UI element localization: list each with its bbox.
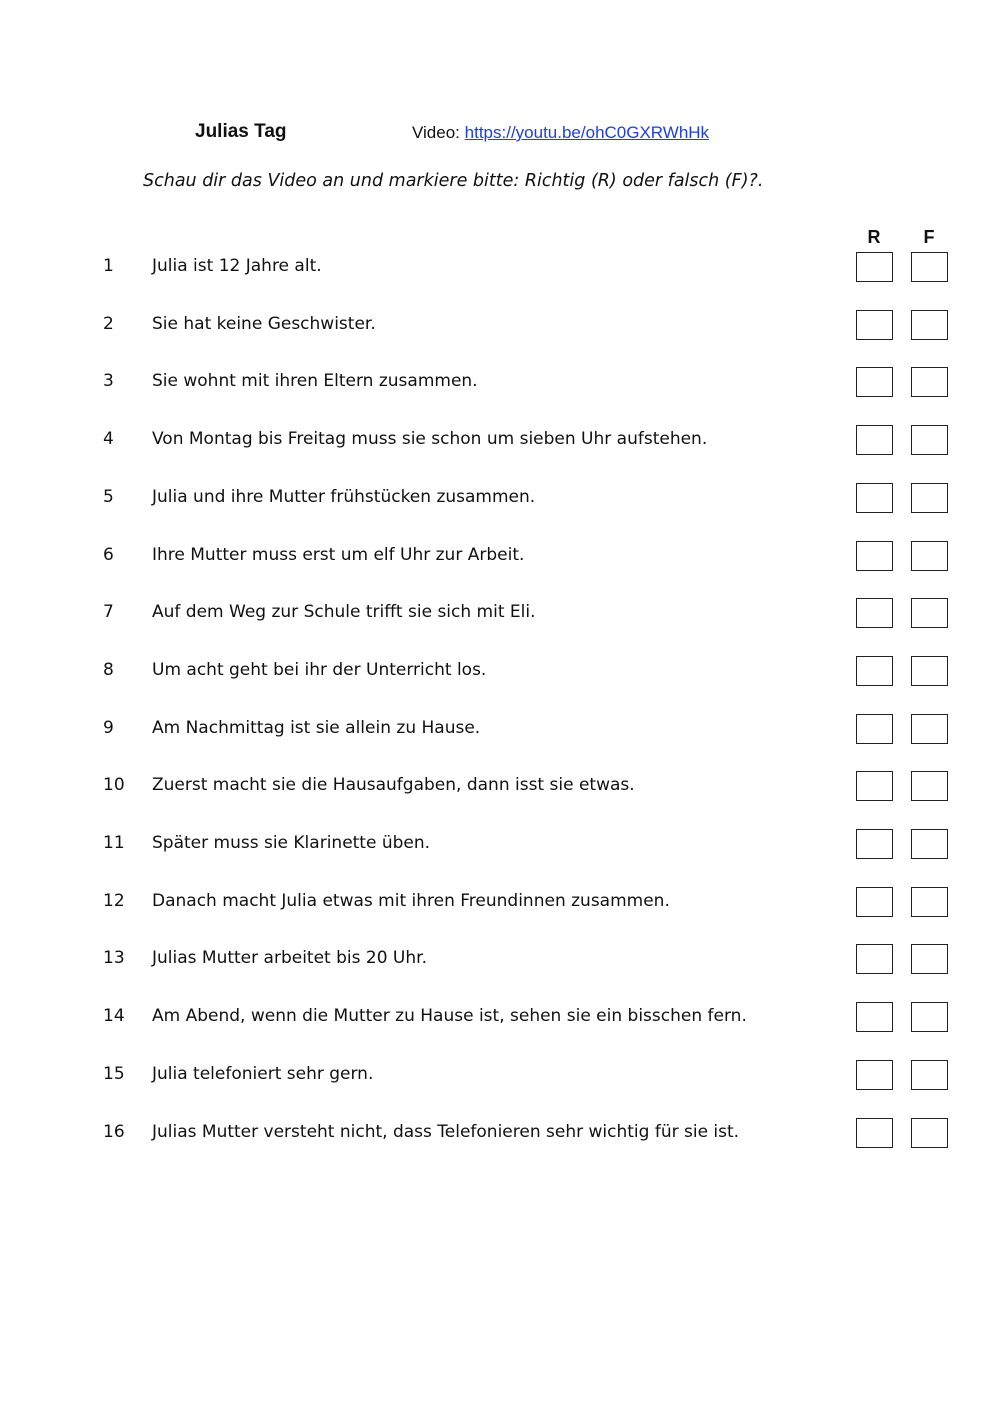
richtig-checkbox[interactable] (856, 310, 893, 340)
video-line (412, 123, 709, 143)
statement-row-7 (0, 598, 1000, 628)
falsch-checkbox[interactable] (911, 483, 948, 513)
statement-row-3 (0, 367, 1000, 397)
statement-number: 7 (103, 602, 114, 623)
column-header-f: F (923, 227, 935, 247)
statement-text: Julias Mutter versteht nicht, dass Telefonieren sehr wichtig für sie ist. (152, 1121, 740, 1142)
statement-text: Zuerst macht sie die Hausaufgaben, dann isst sie etwas. (152, 775, 635, 796)
statement-number: 11 (103, 833, 125, 853)
statement-number: 6 (103, 544, 114, 565)
statement-text: Julia und ihre Mutter frühstücken zusammen. (152, 486, 536, 507)
statement-number: 9 (103, 717, 114, 738)
video-link[interactable]: https://youtu.be/ohC0GXRWhHk (464, 123, 710, 142)
statement-text: Julia telefoniert sehr gern. (152, 1063, 374, 1084)
statement-row-8 (0, 656, 1000, 686)
statement-row-6 (0, 541, 1000, 571)
statement-text: Am Nachmittag ist sie allein zu Hause. (152, 717, 481, 738)
statement-text: Julias Mutter arbeitet bis 20 Uhr. (152, 948, 427, 969)
statement-text: Sie wohnt mit ihren Eltern zusammen. (152, 371, 478, 392)
page-title: Julias Tag (195, 121, 287, 142)
richtig-checkbox[interactable] (856, 887, 893, 917)
instruction-text: Schau dir das Video an und markiere bitte: Richtig (R) oder falsch (F)?. (143, 171, 764, 191)
richtig-checkbox[interactable] (856, 1002, 893, 1032)
statement-number: 13 (103, 948, 125, 969)
statement-row-16 (0, 1118, 1000, 1148)
richtig-checkbox[interactable] (856, 425, 893, 455)
falsch-checkbox[interactable] (911, 598, 948, 628)
statement-number: 12 (103, 890, 125, 911)
falsch-checkbox[interactable] (911, 714, 948, 744)
statement-number: 2 (103, 313, 114, 334)
richtig-checkbox[interactable] (856, 367, 893, 397)
richtig-checkbox[interactable] (856, 829, 893, 859)
falsch-checkbox[interactable] (911, 252, 948, 282)
richtig-checkbox[interactable] (856, 598, 893, 628)
falsch-checkbox[interactable] (911, 310, 948, 340)
falsch-checkbox[interactable] (911, 367, 948, 397)
statement-text: Später muss sie Klarinette üben. (152, 833, 431, 853)
falsch-checkbox[interactable] (911, 1118, 948, 1148)
statement-number: 1 (103, 256, 114, 276)
richtig-checkbox[interactable] (856, 1060, 893, 1090)
statement-number: 14 (103, 1006, 125, 1027)
statement-row-9 (0, 714, 1000, 744)
statement-row-13 (0, 944, 1000, 974)
falsch-checkbox[interactable] (911, 829, 948, 859)
falsch-checkbox[interactable] (911, 541, 948, 571)
statement-text: Um acht geht bei ihr der Unterricht los. (152, 659, 487, 680)
column-header-r: R (867, 227, 881, 247)
statement-number: 10 (103, 775, 125, 796)
statement-row-2 (0, 310, 1000, 340)
statement-text: Auf dem Weg zur Schule trifft sie sich mit Eli. (152, 602, 536, 623)
statement-number: 5 (103, 486, 114, 507)
statement-row-1 (0, 252, 1000, 282)
richtig-checkbox[interactable] (856, 252, 893, 282)
statement-number: 3 (103, 371, 114, 392)
richtig-checkbox[interactable] (856, 714, 893, 744)
statement-text: Julia ist 12 Jahre alt. (152, 256, 322, 276)
richtig-checkbox[interactable] (856, 944, 893, 974)
statement-text: Von Montag bis Freitag muss sie schon um sieben Uhr aufstehen. (152, 429, 708, 450)
statement-text: Danach macht Julia etwas mit ihren Freundinnen zusammen. (152, 890, 670, 911)
richtig-checkbox[interactable] (856, 1118, 893, 1148)
statement-row-11 (0, 829, 1000, 859)
statement-number: 8 (103, 659, 114, 680)
falsch-checkbox[interactable] (911, 1002, 948, 1032)
statement-row-10 (0, 771, 1000, 801)
falsch-checkbox[interactable] (911, 656, 948, 686)
falsch-checkbox[interactable] (911, 425, 948, 455)
falsch-checkbox[interactable] (911, 944, 948, 974)
statement-number: 16 (103, 1121, 125, 1142)
statement-text: Am Abend, wenn die Mutter zu Hause ist, sehen sie ein bisschen fern. (152, 1006, 747, 1027)
statement-row-4 (0, 425, 1000, 455)
richtig-checkbox[interactable] (856, 771, 893, 801)
falsch-checkbox[interactable] (911, 1060, 948, 1090)
statement-text: Sie hat keine Geschwister. (152, 313, 376, 334)
falsch-checkbox[interactable] (911, 771, 948, 801)
richtig-checkbox[interactable] (856, 541, 893, 571)
statement-number: 15 (103, 1063, 125, 1084)
richtig-checkbox[interactable] (856, 656, 893, 686)
statement-row-15 (0, 1060, 1000, 1090)
statement-row-14 (0, 1002, 1000, 1032)
falsch-checkbox[interactable] (911, 887, 948, 917)
statement-number: 4 (103, 429, 114, 450)
statement-row-5 (0, 483, 1000, 513)
statement-row-12 (0, 887, 1000, 917)
video-label: Video: (412, 123, 460, 142)
statement-text: Ihre Mutter muss erst um elf Uhr zur Arbeit. (152, 544, 525, 565)
richtig-checkbox[interactable] (856, 483, 893, 513)
